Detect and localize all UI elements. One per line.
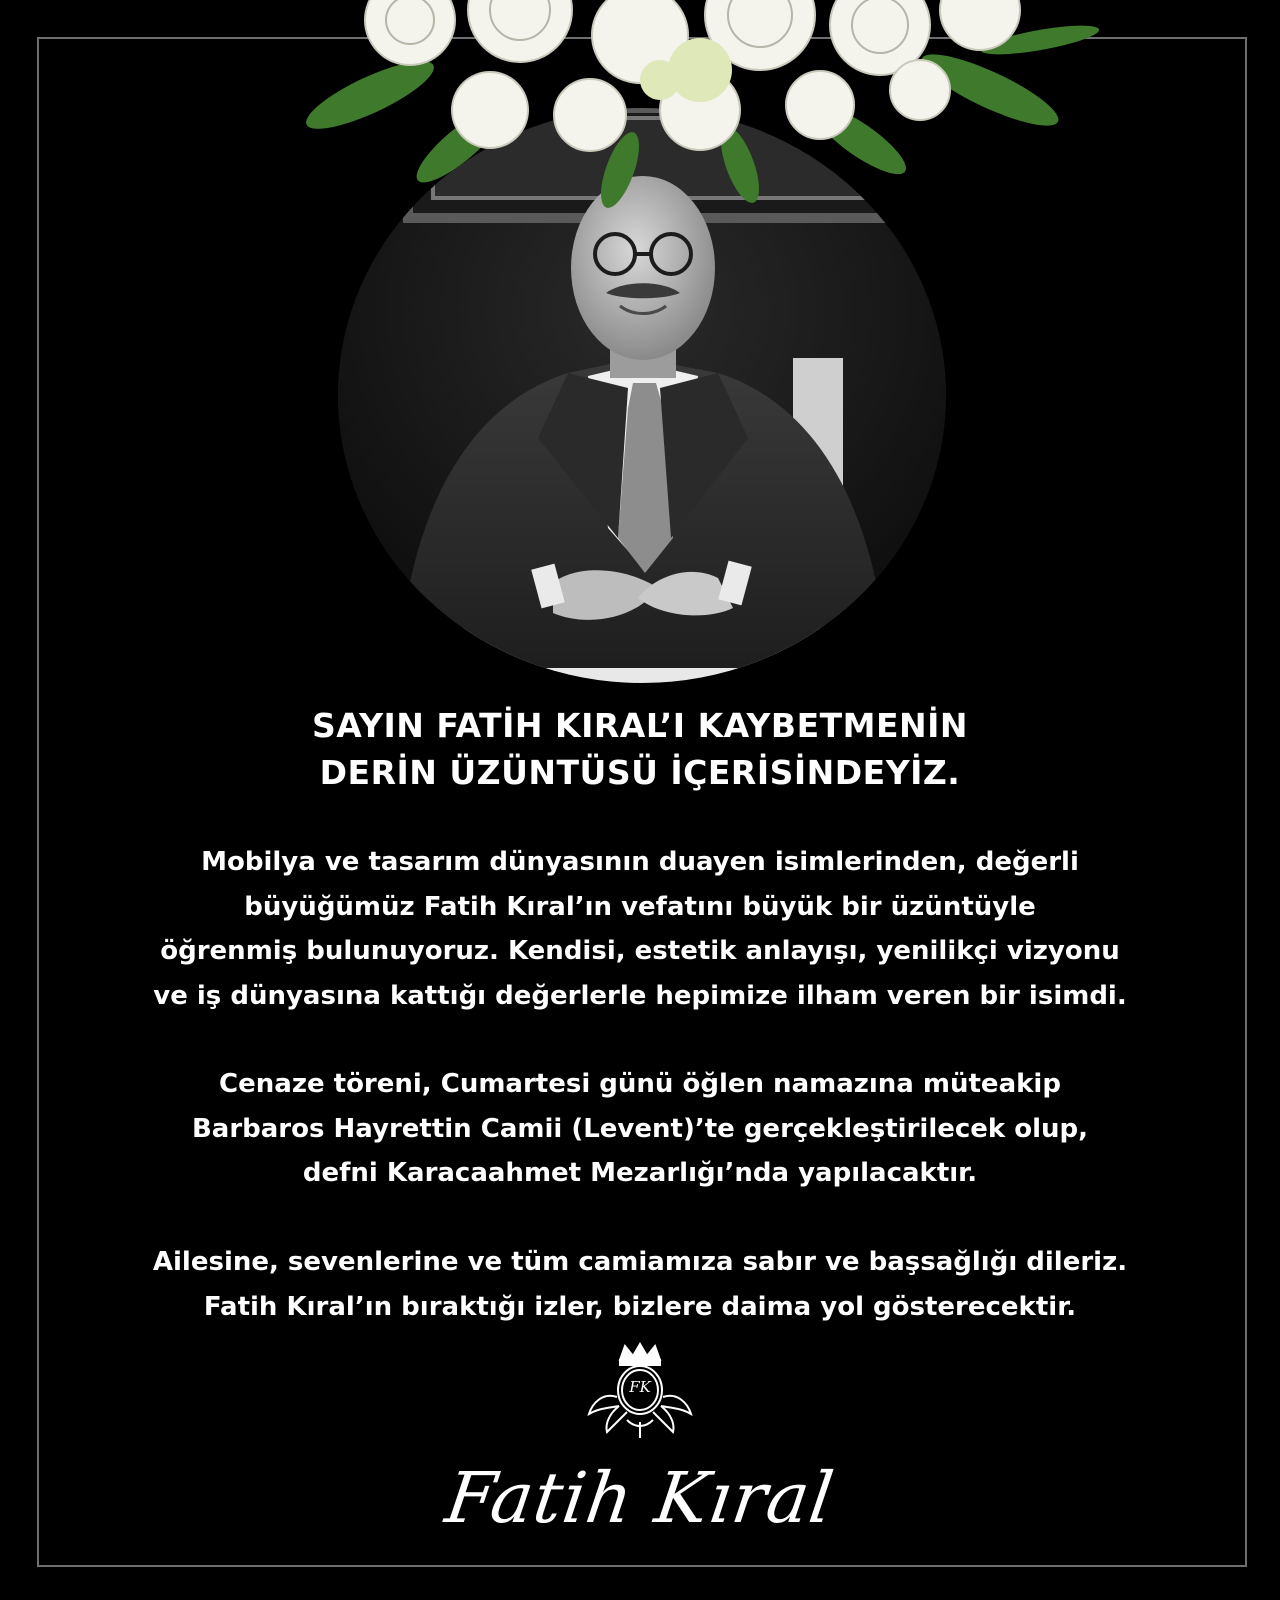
headline xyxy=(140,702,1140,796)
monogram-text: FK xyxy=(629,1378,651,1396)
paragraph-line: Cenaze töreni, Cumartesi günü öğlen namazına müteakip xyxy=(219,1069,1061,1099)
paragraph-line: Mobilya ve tasarım dünyasının duayen isimlerinden, değerli xyxy=(201,847,1079,877)
paragraph-line: öğrenmiş bulunuyoruz. Kendisi, estetik anlayışı, yenilikçi vizyonu xyxy=(160,936,1120,966)
intro-paragraph xyxy=(80,840,1200,1018)
paragraph-line: defni Karacaahmet Mezarlığı’nda yapılacaktır. xyxy=(302,1158,978,1188)
headline-line-1: SAYIN FATİH KIRAL’I KAYBETMENİN xyxy=(311,706,969,745)
paragraph-line: büyüğümüz Fatih Kıral’ın vefatını büyük bir üzüntüyle xyxy=(244,891,1036,922)
flower-arrangement xyxy=(260,0,1100,240)
paragraph-line: ve iş dünyasına kattığı değerlerle hepimize ilham veren bir isimdi. xyxy=(153,980,1127,1011)
funeral-paragraph xyxy=(80,1062,1200,1196)
headline-line-2: DERİN ÜZÜNTÜSÜ İÇERİSİNDEYİZ. xyxy=(319,753,961,792)
signature-logotype: Fatih Kıral xyxy=(440,1457,840,1539)
condolence-paragraph xyxy=(80,1240,1200,1329)
paragraph-line: Ailesine, sevenlerine ve tüm camiamıza sabır ve başsağlığı dileriz. xyxy=(152,1247,1128,1277)
paragraph-line: Barbaros Hayrettin Camii (Levent)’te gerçekleştirilecek olup, xyxy=(191,1113,1089,1144)
paragraph-line: Fatih Kıral’ın bıraktığı izler, bizlere daima yol gösterecektir. xyxy=(203,1291,1077,1322)
crown-crest-icon xyxy=(587,1342,693,1442)
